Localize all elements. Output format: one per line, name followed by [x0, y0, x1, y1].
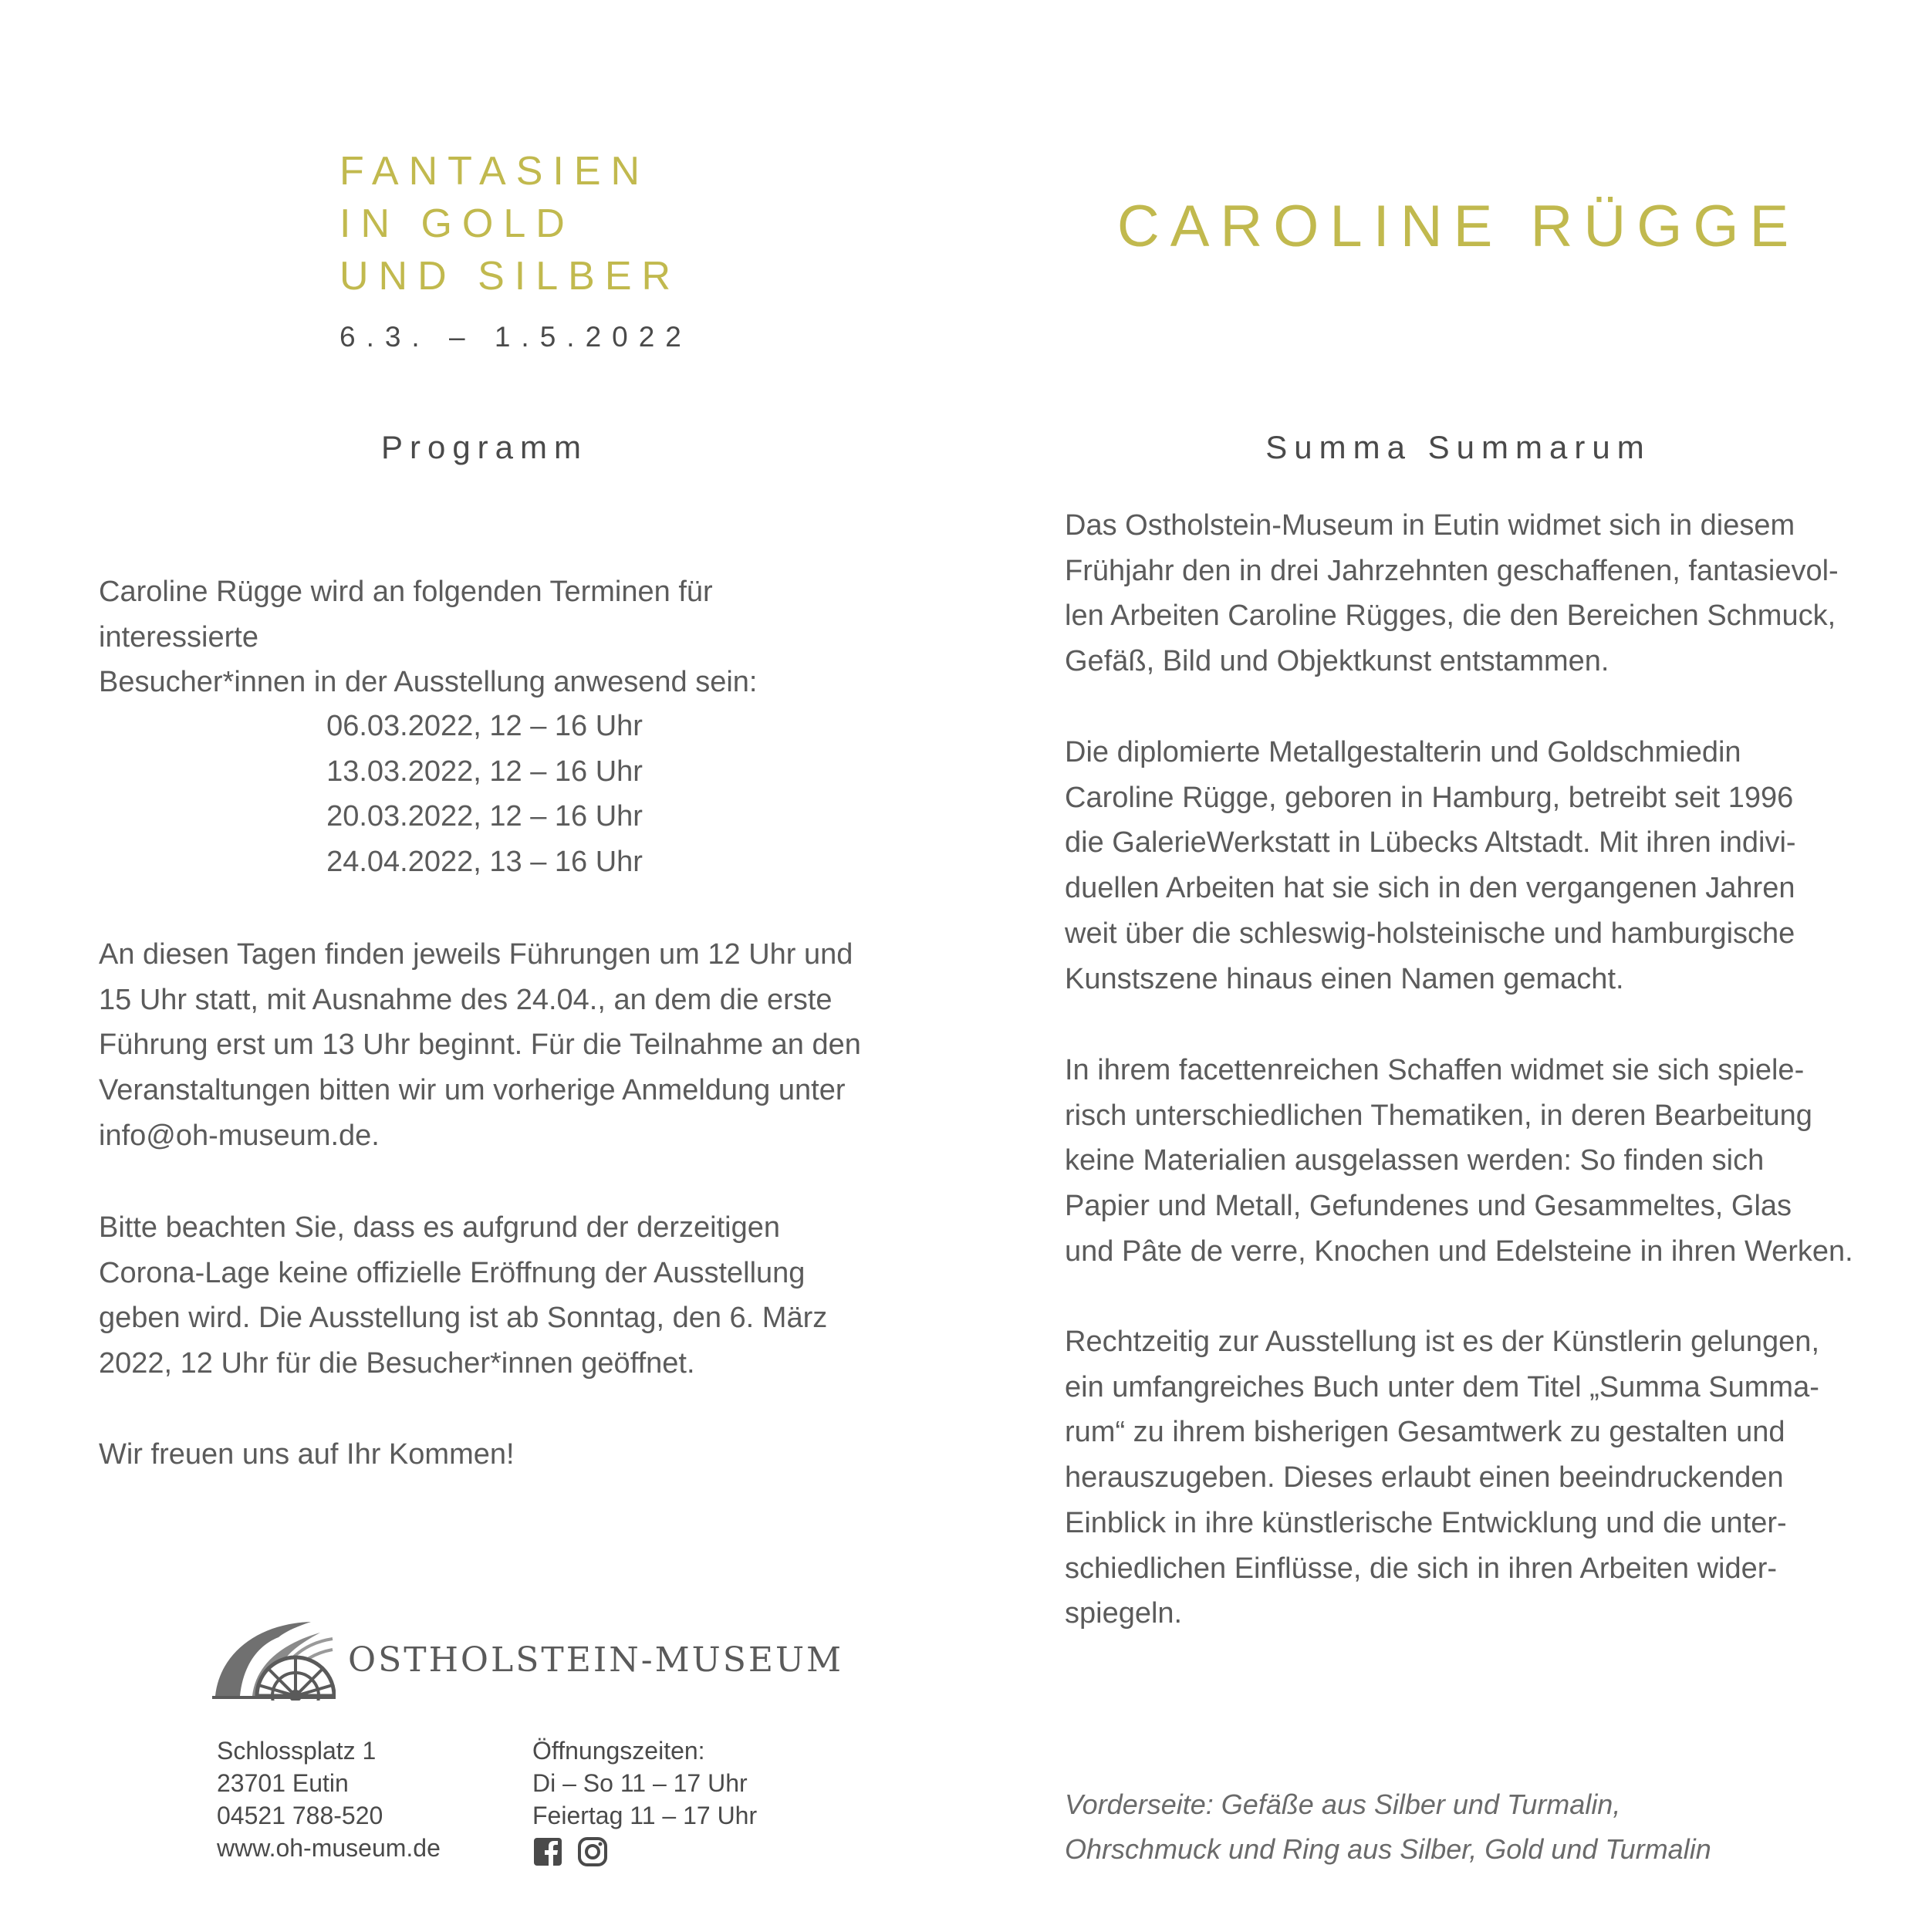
- exhibition-title-line: IN GOLD: [339, 201, 575, 246]
- social-icons: [532, 1836, 625, 1870]
- artist-name: CAROLINE RÜGGE: [1116, 194, 1800, 259]
- opening-hours-holidays: Feiertag 11 – 17 Uhr: [532, 1802, 758, 1829]
- program-intro: Caroline Rügge wird an folgenden Terminen für interessierte Besucher*innen in der Ausstellung anwesend sein:: [99, 576, 758, 699]
- address-website[interactable]: www.oh-museum.de: [217, 1834, 441, 1862]
- opening-hours: [532, 1734, 757, 1832]
- exhibition-dates: 6.3. – 1.5.2022: [339, 321, 692, 353]
- program-date-item: 24.04.2022, 13 – 16 Uhr: [326, 846, 643, 879]
- exhibition-title-line: UND SILBER: [339, 254, 681, 299]
- instagram-icon[interactable]: [577, 1836, 608, 1871]
- program-welcome: Wir freuen uns auf Ihr Kommen!: [99, 1438, 515, 1471]
- program-date-item: 06.03.2022, 12 – 16 Uhr: [326, 710, 643, 742]
- address-phone: 04521 788-520: [217, 1802, 383, 1829]
- program-corona-notice: Bitte beachten Sie, dass es aufgrund der derzeitigen Corona-Lage keine offizielle Eröffnung der Ausstellung geben wird. Die Ausstellung ist ab Sonntag, den 6. März 2022, 12 Uhr für die Besucher*innen geöffnet.: [99, 1211, 828, 1380]
- program-heading: Programm: [380, 429, 589, 465]
- address-street: Schlossplatz 1: [217, 1737, 377, 1765]
- summa-paragraph: In ihrem facettenreichen Schaffen widmet sie sich spiele- risch unterschiedlichen Thematiken, in deren Bearbeitung keine Materialien ausgelassen werden: So finden sich Papier und Metall, Gefundenes und Gesammeltes, Glas und Pâte de verre, Knochen und Edelsteine in ihren Werken.: [1065, 1054, 1853, 1268]
- museum-logo-icon: [212, 1614, 336, 1701]
- program-date-item: 13.03.2022, 12 – 16 Uhr: [326, 755, 643, 788]
- cover-caption: Vorderseite: Gefäße aus Silber und Turmalin, Ohrschmuck und Ring aus Silber, Gold und Turmalin: [1065, 1788, 1711, 1865]
- address-city: 23701 Eutin: [217, 1769, 349, 1797]
- summa-paragraph: Die diplomierte Metallgestalterin und Goldschmiedin Caroline Rügge, geboren in Hamburg, betreibt seit 1996 die GalerieWerkstatt in Lübecks Altstadt. Mit ihren indivi- duellen Arbeiten hat sie sich in den vergangenen Jahren weit über die schleswig-holsteinische und hamburgische Kunstszene hinaus einen Namen gemacht.: [1065, 736, 1796, 995]
- exhibition-title-line: FANTASIEN: [339, 149, 650, 194]
- exhibition-title: [339, 145, 694, 302]
- museum-logo: [212, 1614, 844, 1701]
- summa-heading: Summa Summarum: [1265, 429, 1651, 465]
- program-date-item: 20.03.2022, 12 – 16 Uhr: [326, 800, 643, 833]
- program-tours-text: An diesen Tagen finden jeweils Führungen um 12 Uhr und 15 Uhr statt, mit Ausnahme des 24.04., an dem die erste Führung erst um 13 Uhr beginnt. Für die Teilnahme an den Veranstaltungen bitten wir um vorherige Anmeldung unter info@oh-museum.de.: [99, 938, 861, 1152]
- museum-address: [217, 1734, 441, 1864]
- opening-hours-label: Öffnungszeiten:: [532, 1737, 705, 1765]
- summa-paragraph: Das Ostholstein-Museum in Eutin widmet sich in diesem Frühjahr den in drei Jahrzehnten geschaffenen, fantasievol- len Arbeiten Caroline Rügges, die den Bereichen Schmuck, Gefäß, Bild und Objektkunst entstammen.: [1065, 509, 1839, 678]
- opening-hours-weekdays: Di – So 11 – 17 Uhr: [532, 1769, 748, 1797]
- museum-logo-text: OSTHOLSTEIN-MUSEUM: [348, 1640, 844, 1680]
- facebook-icon[interactable]: [532, 1836, 563, 1871]
- program-date-list: [99, 704, 870, 885]
- summa-paragraph: Rechtzeitig zur Ausstellung ist es der Künstlerin gelungen, ein umfangreiches Buch unter dem Titel „Summa Summa- rum“ zu ihrem bisherigen Gesamtwerk zu gestalten und herauszugeben. Dieses erlaubt einen beeindruckenden Einblick in ihre künstlerische Entwicklung und die unter- schiedlichen Einflüsse, die sich in ihren Arbeiten wider- spiegeln.: [1065, 1326, 1819, 1630]
